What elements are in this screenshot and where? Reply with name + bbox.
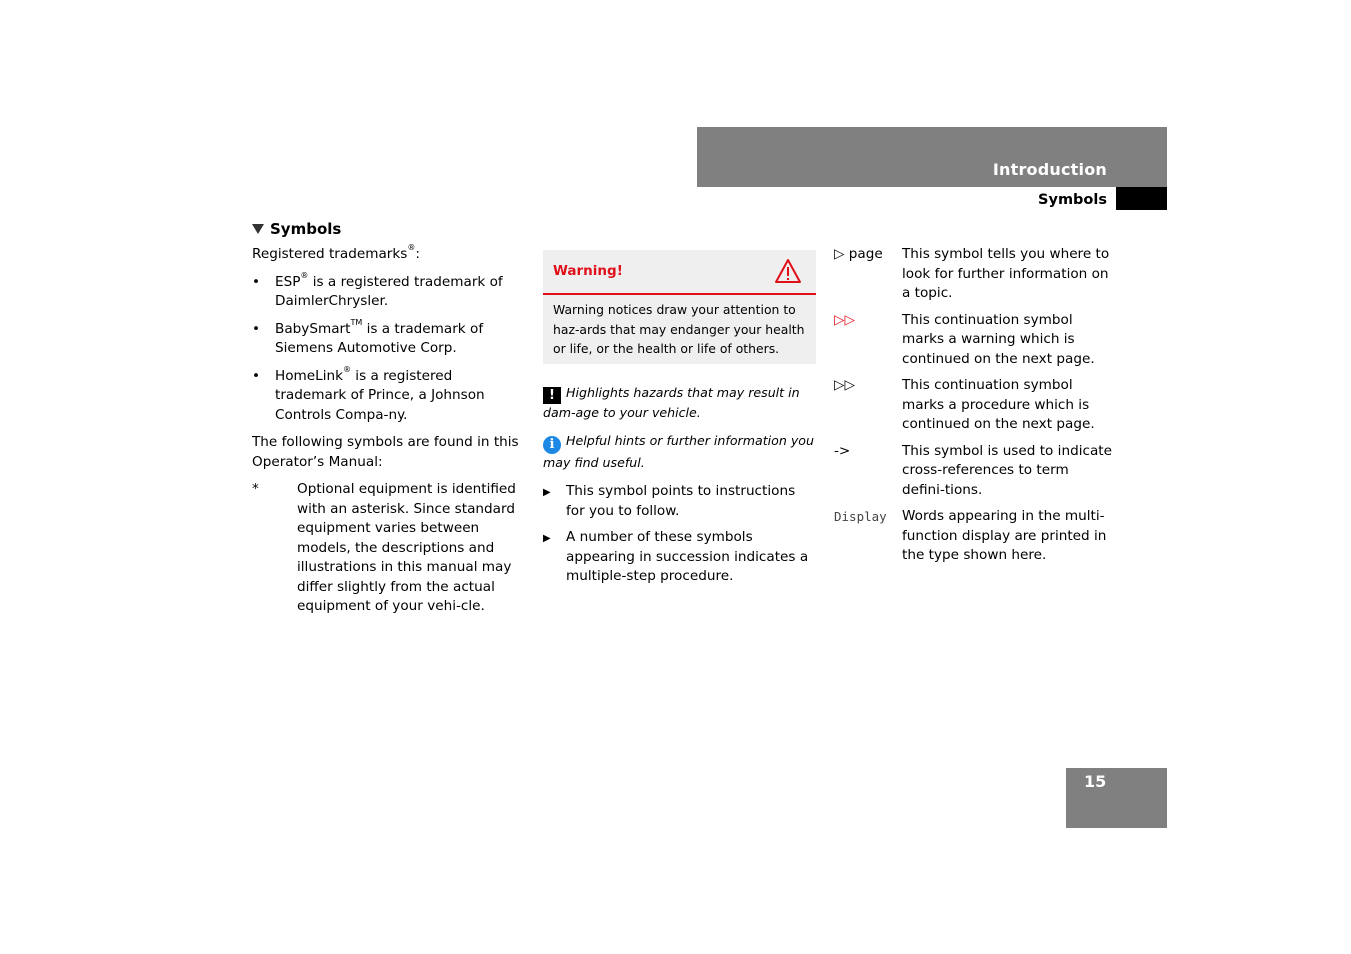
column-symbol-legend [834, 245, 1114, 573]
list-item: • HomeLink® is a registered trademark of Prince, a Johnson Controls Compa-ny. [252, 367, 527, 426]
symbol-key: ▷ page [834, 246, 883, 262]
warning-text: Warning notices draw your attention to haz-ards that may endanger your health or life, or the health or life of others. [553, 302, 805, 356]
page-number: 15 [1084, 772, 1107, 791]
column-trademarks [252, 245, 527, 617]
warning-header [543, 250, 816, 295]
asterisk-item [252, 480, 527, 617]
symbol-description: This continuation symbol marks a warning which is continued on the next page. [902, 311, 1095, 367]
bullet-icon: • [252, 367, 261, 384]
list-item: ▶ A number of these symbols appearing in succession indicates a multiple-step procedure. [543, 528, 818, 587]
warning-triangle-icon [774, 258, 802, 284]
info-note: i Helpful hints or further information you may find useful. [543, 433, 814, 470]
symbol-key: ▷▷ [834, 311, 855, 328]
hazard-note: ! Highlights hazards that may result in dam-age to your vehicle. [543, 385, 800, 420]
bullet-icon: • [252, 320, 261, 337]
page-heading-text: Symbols [270, 220, 342, 238]
triangle-down-icon [252, 224, 264, 234]
symbol-row [834, 245, 1114, 304]
asterisk-text: Optional equipment is identified with an asterisk. Since standard equipment varies between models, the descriptions and illustrations in this manual may differ slightly from the actual equipment of your vehi-cle. [297, 481, 516, 614]
symbol-description: This symbol is used to indicate cross-references to term defini-tions. [902, 442, 1112, 498]
symbol-description: Words appearing in the multi-function display are printed in the type shown here. [902, 508, 1107, 563]
symbol-row [834, 376, 1114, 435]
section-marker [1116, 187, 1167, 210]
info-icon: i [543, 436, 561, 454]
symbol-description: This continuation symbol marks a procedure which is continued on the next page. [902, 377, 1095, 432]
list-item: • ESP® is a registered trademark of DaimlerChrysler. [252, 273, 527, 312]
symbol-row [834, 311, 1114, 370]
asterisk-icon: * [252, 481, 259, 497]
warning-box [543, 250, 816, 364]
symbol-description: This symbol tells you where to look for further information on a topic. [902, 246, 1110, 301]
symbol-row [834, 507, 1114, 566]
symbol-row [834, 442, 1114, 501]
play-arrow-icon: ▶ [543, 533, 551, 544]
column-notes [543, 384, 818, 594]
page-heading [252, 220, 341, 238]
chapter-header-bar [697, 127, 1167, 187]
page-number-box [1066, 768, 1167, 828]
symbol-key: ▷▷ [834, 377, 855, 393]
exclamation-icon: ! [543, 387, 561, 404]
warning-label: Warning! [553, 263, 623, 279]
trademarks-intro: Registered trademarks®: [252, 243, 420, 262]
symbol-key: -> [834, 442, 851, 459]
bullet-icon: • [252, 273, 261, 290]
list-item: • BabySmart™ is a trademark of Siemens Automotive Corp. [252, 320, 527, 359]
section-title: Symbols [1038, 192, 1107, 208]
symbol-key: Display [834, 509, 887, 524]
symbols-intro: The following symbols are found in this Operator’s Manual: [252, 434, 519, 470]
list-item: ▶ This symbol points to instructions for you to follow. [543, 482, 818, 521]
chapter-title: Introduction [992, 160, 1107, 179]
play-arrow-icon: ▶ [543, 487, 551, 498]
